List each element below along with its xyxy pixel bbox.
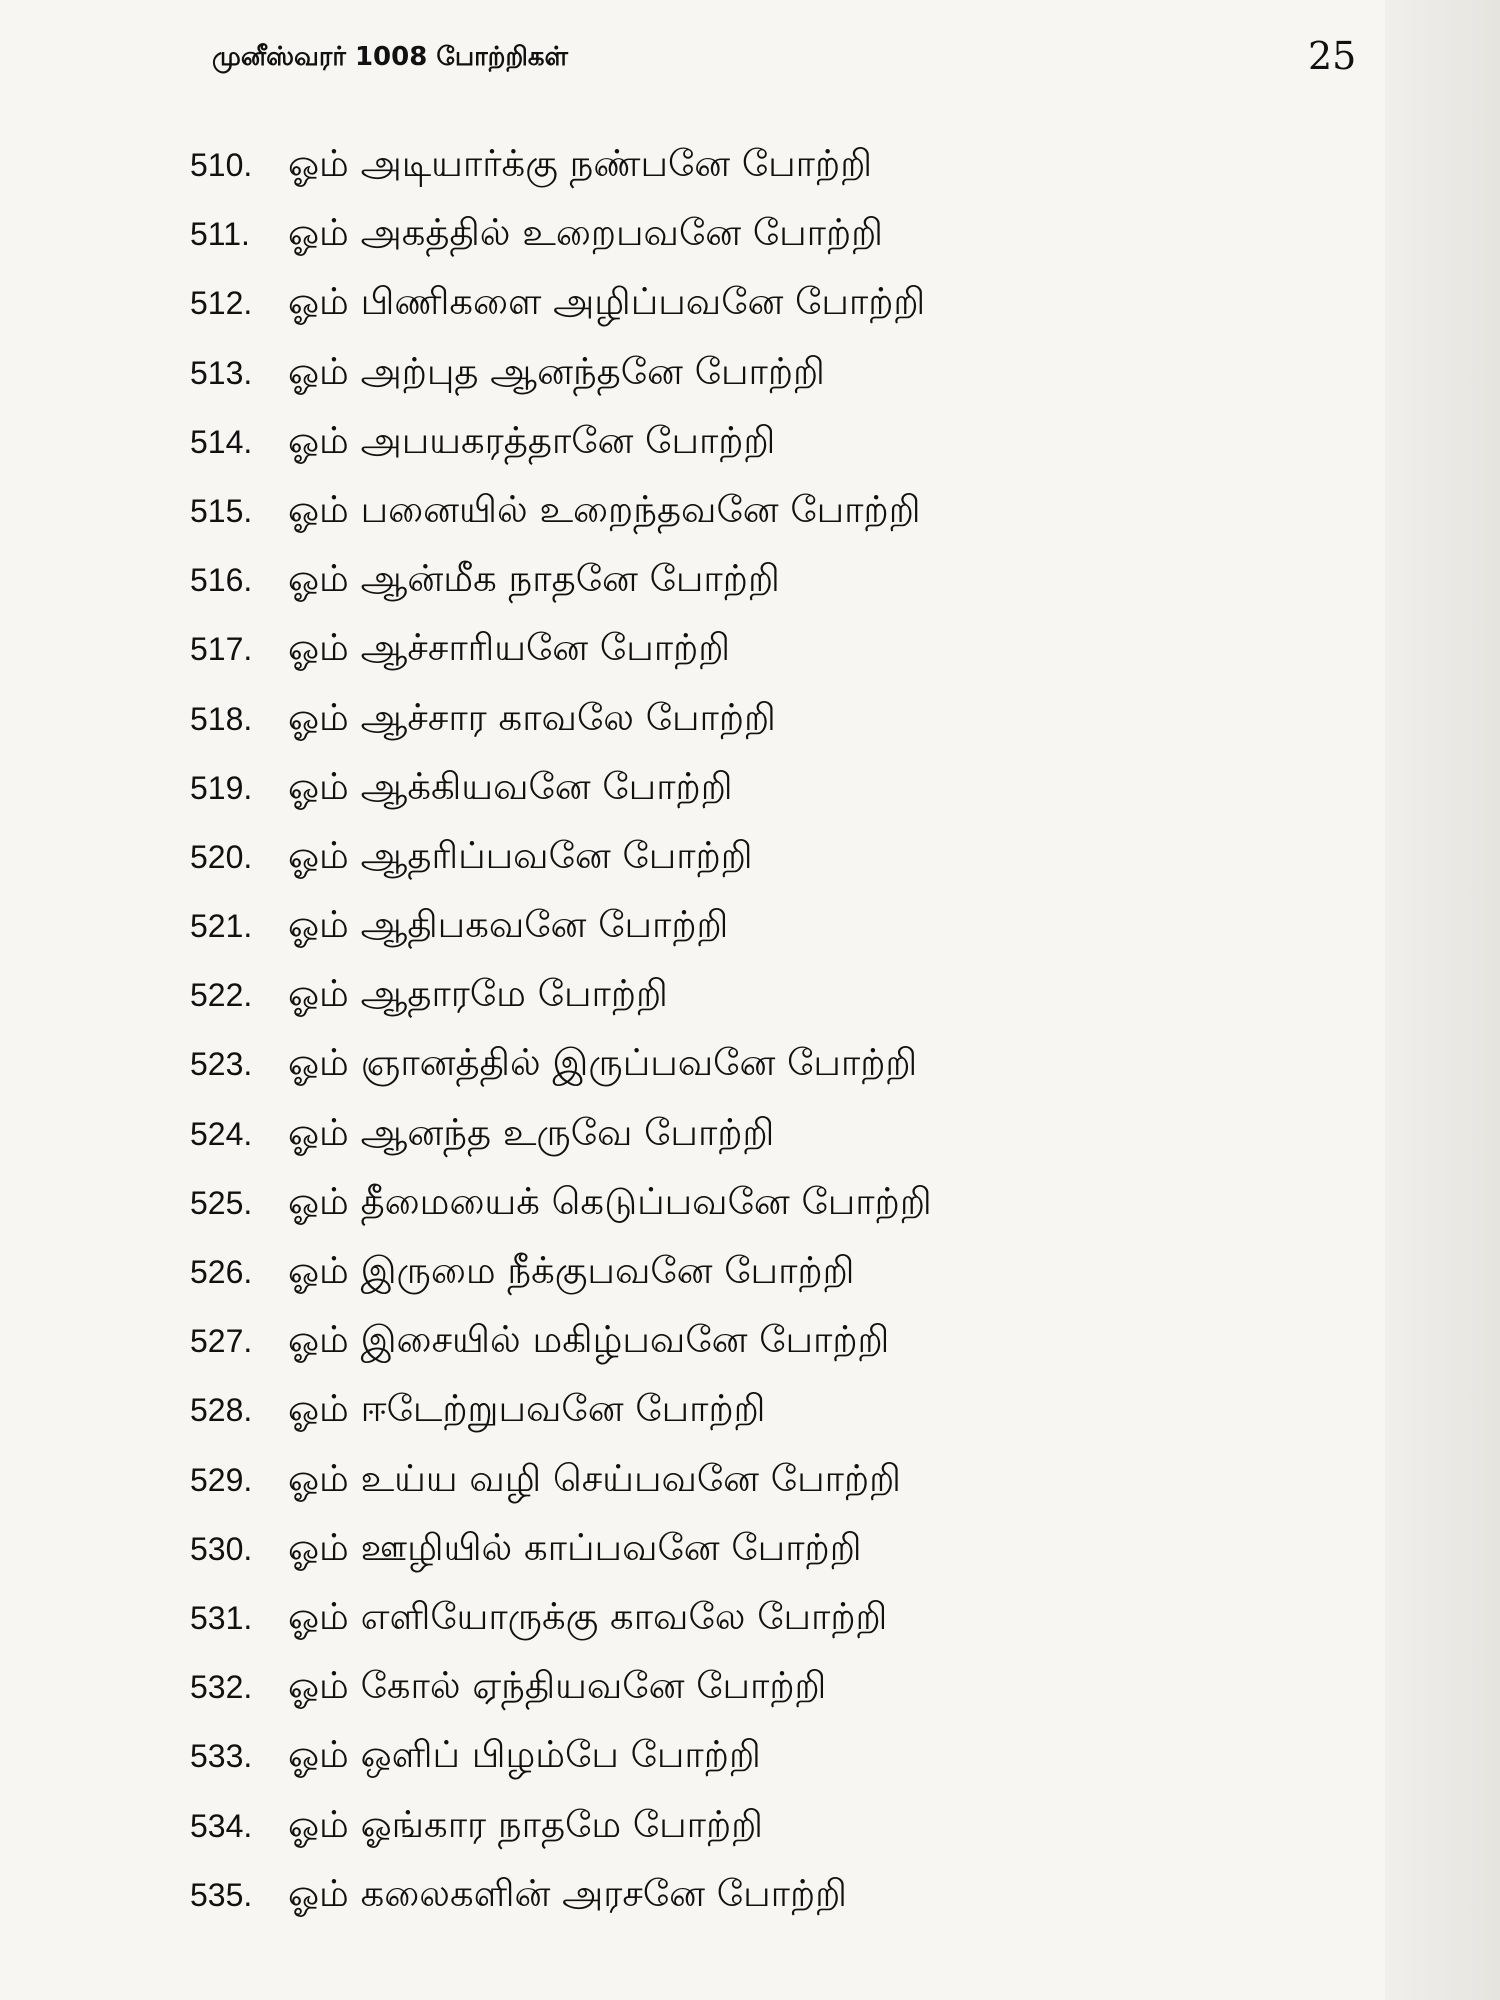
entry-number: 522. [190,977,253,1014]
entry-number: 528. [190,1392,253,1429]
entry-text: ஓம் கோல் ஏந்தியவனே போற்றி [288,1664,827,1708]
list-item [190,1318,932,1387]
list-item [190,488,932,557]
entry-text: ஓம் அகத்தில் உறைபவனே போற்றி [288,211,884,255]
entry-text: ஓம் ஆதரிப்பவனே போற்றி [288,833,753,877]
list-item [190,765,932,834]
entry-number: 516. [190,562,253,599]
entry-text: ஓம் பிணிகளை அழிப்பவனே போற்றி [288,280,926,324]
list-item [190,972,932,1041]
entry-number: 512. [190,285,253,322]
list-item [190,1387,932,1456]
list-item [190,1249,932,1318]
page-edge-shadow [1385,0,1500,2000]
entry-number: 514. [190,423,253,460]
entry-number: 523. [190,1046,253,1083]
entry-text: ஓம் ஓங்கார நாதமே போற்றி [288,1802,764,1846]
entry-number: 530. [190,1530,253,1567]
list-item [190,1733,932,1802]
entry-text: ஓம் ஆதிபகவனே போற்றி [288,903,729,947]
entry-text: ஓம் ஞானத்தில் இருப்பவனே போற்றி [288,1041,918,1085]
entry-text: ஓம் எளியோருக்கு காவலே போற்றி [288,1594,888,1638]
entry-number: 535. [190,1876,253,1913]
entry-text: ஓம் அற்புத ஆனந்தனே போற்றி [288,349,825,393]
entry-number: 515. [190,492,253,529]
list-item [190,1457,932,1526]
list-item [190,350,932,419]
entry-text: ஓம் உய்ய வழி செய்பவனே போற்றி [288,1456,901,1500]
list-item [190,1872,932,1941]
entry-text: ஓம் ஆதாரமே போற்றி [288,972,668,1016]
list-item [190,1041,932,1110]
entry-number: 524. [190,1115,253,1152]
running-header-title: முனீஸ்வரர் 1008 போற்றிகள் [212,42,568,72]
list-item [190,557,932,626]
list-item [190,1111,932,1180]
list-item [190,211,932,280]
entry-text: ஓம் ஊழியில் காப்பவனே போற்றி [288,1525,862,1569]
entry-number: 513. [190,354,253,391]
entry-text: ஓம் பனையில் உறைந்தவனே போற்றி [288,487,921,531]
entry-text: ஓம் ஆக்கியவனே போற்றி [288,764,733,808]
page-number: 25 [1308,34,1357,78]
entry-number: 527. [190,1323,253,1360]
entry-number: 526. [190,1254,253,1290]
entry-number: 518. [190,700,253,737]
list-item [190,903,932,972]
entry-text: ஓம் அபயகரத்தானே போற்றி [288,418,776,462]
entry-text: ஓம் ஆச்சாரியனே போற்றி [288,626,731,670]
list-item [190,1526,932,1595]
entry-number: 517. [190,631,253,668]
entry-text: ஓம் தீமையைக் கெடுப்பவனே போற்றி [288,1179,932,1223]
entry-number: 531. [190,1599,253,1636]
entry-number: 511. [190,216,250,253]
entry-number: 525. [190,1184,253,1221]
entry-text: ஓம் ஆச்சார காவலே போற்றி [288,695,776,739]
entry-list [190,142,932,1941]
list-item [190,1180,932,1249]
entry-number: 533. [190,1738,253,1775]
list-item [190,142,932,211]
entry-number: 534. [190,1807,253,1844]
list-item [190,626,932,695]
list-item [190,280,932,349]
entry-number: 521. [190,908,253,945]
entry-number: 532. [190,1669,253,1706]
entry-number: 519. [190,769,253,806]
entry-number: 520. [190,838,253,875]
entry-text: ஓம் இசையில் மகிழ்பவனே போற்றி [288,1318,890,1362]
list-item [190,1803,932,1872]
list-item [190,419,932,488]
entry-number: 529. [190,1461,253,1498]
entry-text: ஓம் ஆன்மீக நாதனே போற்றி [288,557,780,601]
list-item [190,834,932,903]
entry-text: ஓம் ஒளிப் பிழம்பே போற்றி [288,1733,761,1777]
list-item [190,1595,932,1664]
list-item [190,1664,932,1733]
list-item [190,696,932,765]
entry-text: ஓம் கலைகளின் அரசனே போற்றி [288,1871,847,1915]
entry-text: ஓம் ஈடேற்றுபவனே போற்றி [288,1387,766,1431]
entry-number: 510. [190,147,253,183]
entry-text: ஓம் இருமை நீக்குபவனே போற்றி [288,1249,855,1292]
entry-text: ஓம் அடியார்க்கு நண்பனே போற்றி [288,142,873,185]
entry-text: ஓம் ஆனந்த உருவே போற்றி [288,1110,775,1154]
